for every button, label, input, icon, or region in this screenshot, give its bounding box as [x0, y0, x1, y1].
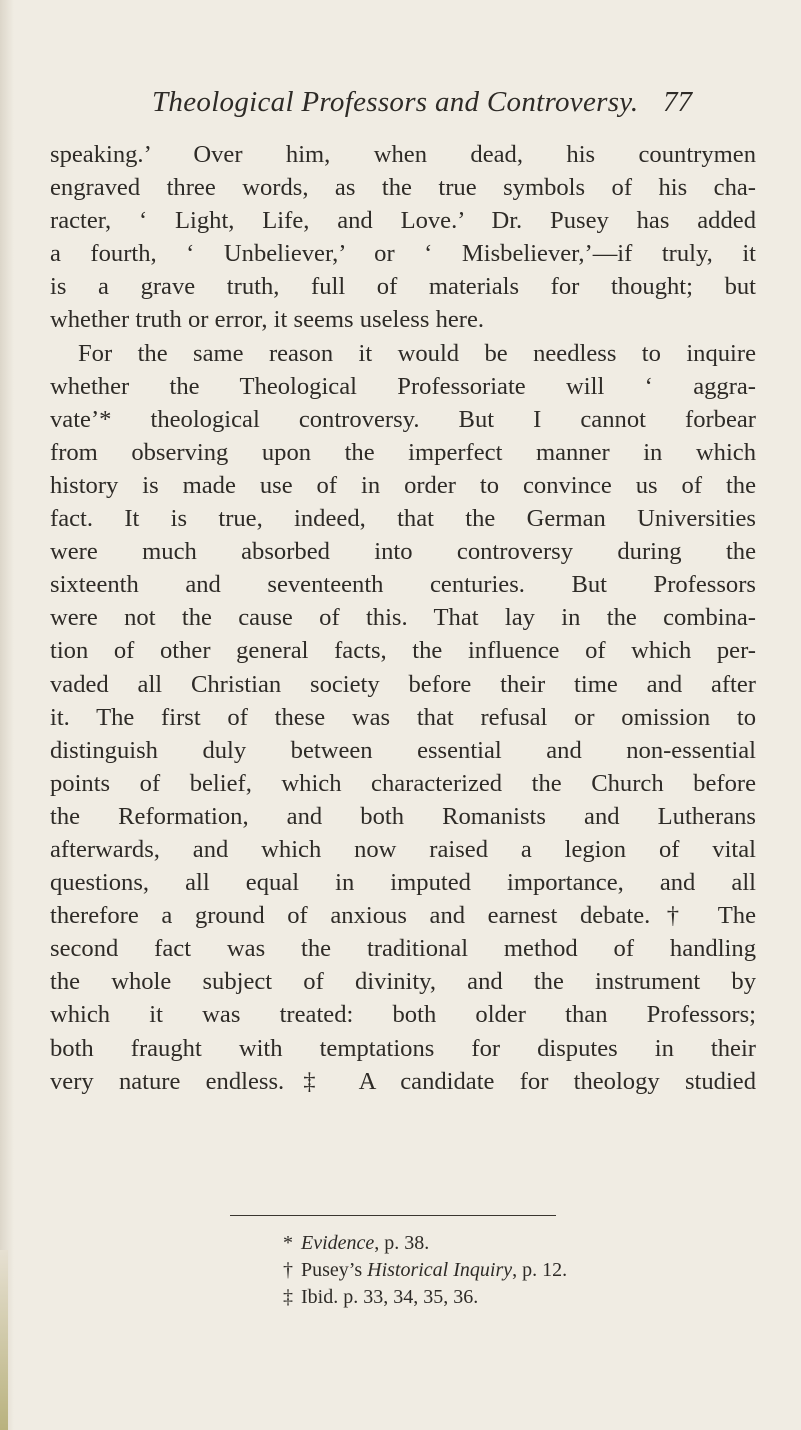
- footnote: [283, 1284, 743, 1311]
- footnote-mark: ‡: [283, 1286, 293, 1308]
- text-line: engraved three words, as the true symbols of his cha-: [50, 174, 756, 202]
- text-line: both fraught with temptations for disputes in their: [50, 1034, 756, 1062]
- text-line: speaking.’ Over him, when dead, his countrymen: [50, 141, 756, 168]
- footnote: [283, 1257, 743, 1284]
- footnote-pre: Ibid. p. 33, 34, 35, 36.: [301, 1286, 479, 1308]
- page-edge-stain: [0, 1250, 8, 1430]
- text-line: second fact was the traditional method of handling: [50, 935, 756, 963]
- footnote-rule: [230, 1215, 556, 1216]
- running-head: [152, 86, 692, 126]
- page-gutter-shadow: [0, 0, 14, 1430]
- footnote: [283, 1230, 743, 1257]
- text-line: tion of other general facts, the influence of which per-: [50, 637, 756, 665]
- text-line: is a grave truth, full of materials for thought; but: [50, 273, 756, 301]
- footnote-title: Evidence: [301, 1232, 375, 1254]
- text-line: it. The first of these was that refusal or omission to: [50, 703, 756, 731]
- text-line: fact. It is true, indeed, that the German Universities: [50, 505, 756, 533]
- text-line: therefore a ground of anxious and earnest debate.† The: [50, 902, 756, 930]
- text-line: from observing upon the imperfect manner in which: [50, 438, 756, 466]
- text-line: afterwards, and which now raised a legion of vital: [50, 835, 756, 863]
- text-line: distinguish duly between essential and non-essential: [50, 736, 756, 764]
- text-line: which it was treated: both older than Professors;: [50, 1001, 756, 1029]
- text-line: points of belief, which characterized the Church before: [50, 769, 756, 797]
- text-line: the whole subject of divinity, and the instrument by: [50, 968, 756, 996]
- footnote-pre: Pusey’s: [301, 1259, 368, 1281]
- footnote-rest: , p. 12.: [512, 1259, 568, 1281]
- text-line: sixteenth and seventeenth centuries. But Professors: [50, 571, 756, 599]
- footnotes: [283, 1230, 743, 1311]
- text-line: whether truth or error, it seems useless here.: [50, 306, 485, 334]
- text-line: history is made use of in order to convince us of the: [50, 471, 756, 499]
- text-line: the Reformation, and both Romanists and Lutherans: [50, 802, 756, 830]
- footnote-title: Historical Inquiry: [367, 1259, 513, 1281]
- footnote-rest: , p. 38.: [374, 1232, 430, 1254]
- text-line: very nature endless.‡ A candidate for theology studied: [50, 1067, 756, 1095]
- text-line: were much absorbed into controversy during the: [50, 538, 756, 566]
- footnote-mark: †: [283, 1259, 293, 1281]
- text-line: were not the cause of this. That lay in the combina-: [50, 604, 756, 632]
- text-line: a fourth, ‘ Unbeliever,’ or ‘ Misbeliever,’—if truly, it: [50, 240, 756, 268]
- text-line: whether the Theological Professoriate will ‘ aggra-: [50, 372, 756, 400]
- running-title: Theological Professors and Controversy.: [152, 86, 639, 118]
- text-line: vate’* theological controversy. But I cannot forbear: [50, 405, 756, 433]
- text-line: questions, all equal in imputed importance, and all: [50, 869, 756, 897]
- text-line: racter, ‘ Light, Life, and Love.’ Dr. Pusey has added: [50, 207, 756, 235]
- body-text: [50, 138, 756, 1098]
- text-line: For the same reason it would be needless to inquire: [78, 339, 756, 367]
- footnote-mark: *: [283, 1232, 293, 1254]
- text-line: vaded all Christian society before their time and after: [50, 670, 756, 698]
- page-number: 77: [663, 86, 692, 118]
